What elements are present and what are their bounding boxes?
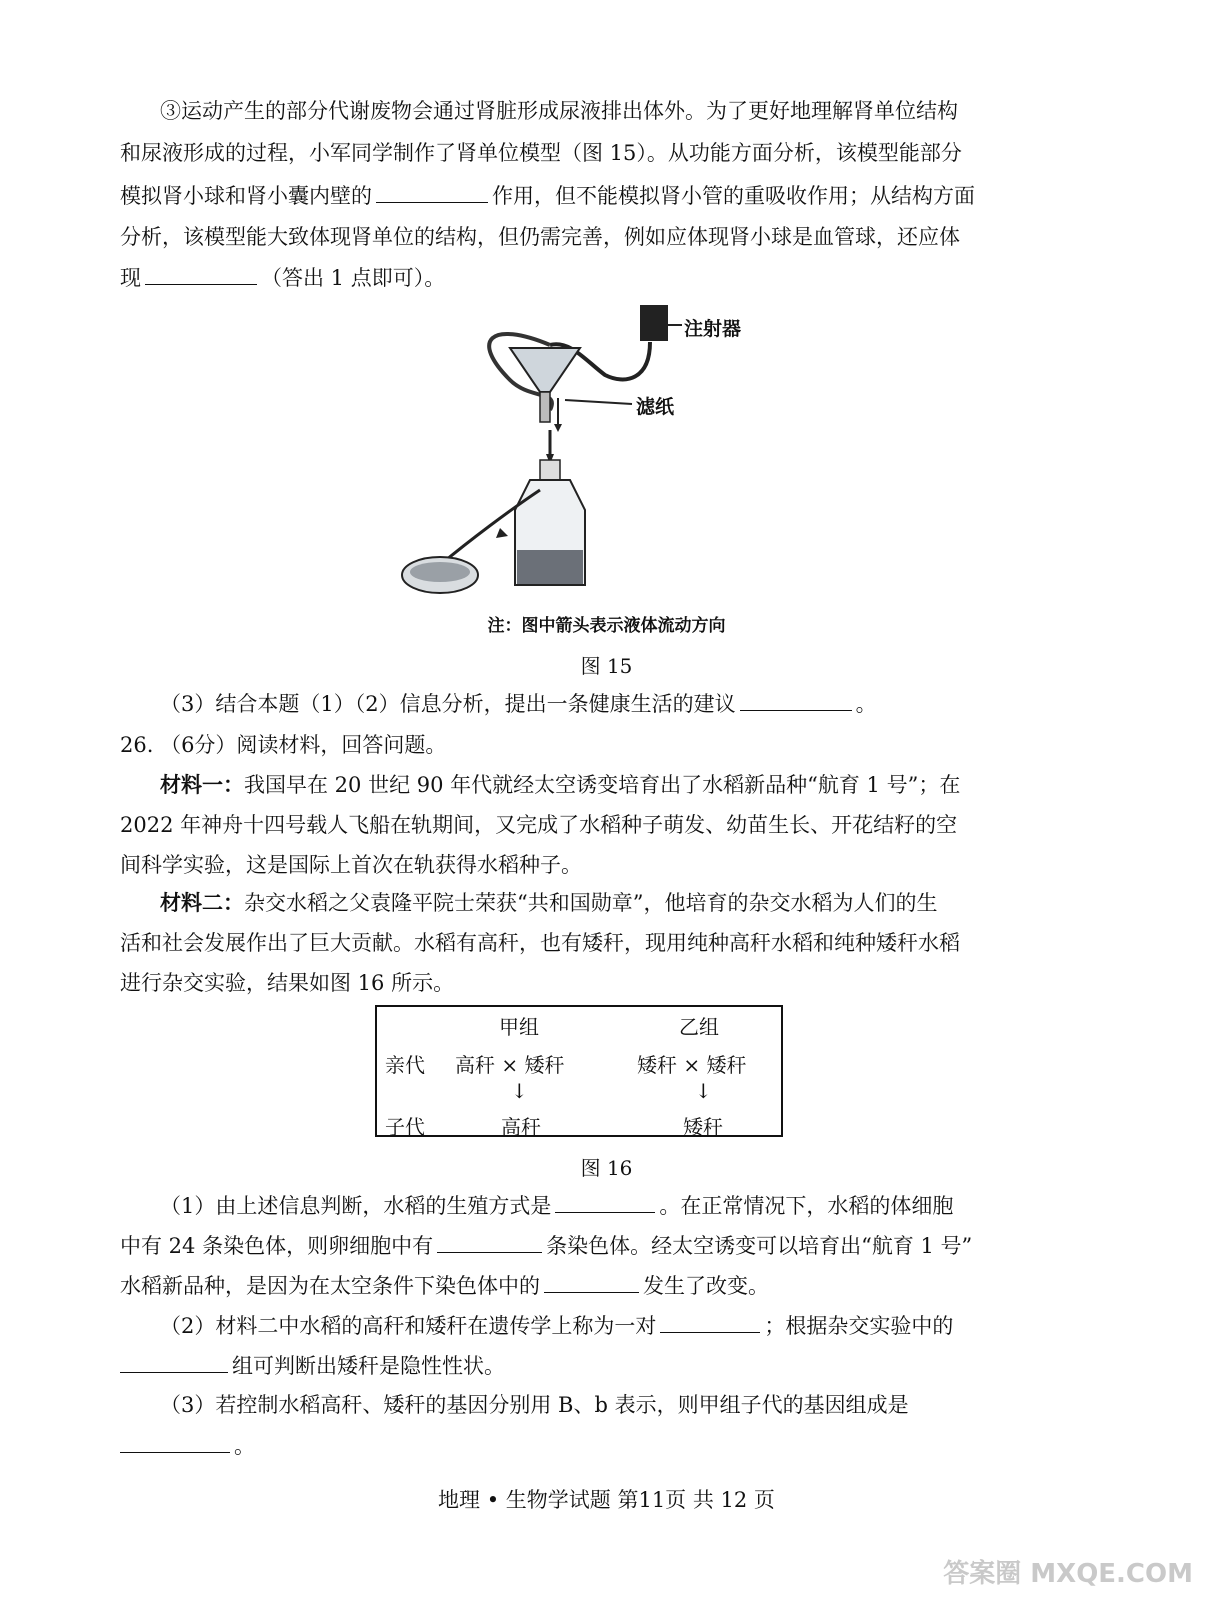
q26-header: 26. （6分）阅读材料，回答问题。 [120, 733, 447, 757]
page-footer: 地理 • 生物学试题 第11页 共 12 页 [438, 1488, 775, 1512]
funnel-icon [510, 348, 580, 392]
material2-text: 杂交水稻之父袁隆平院士荣获“共和国勋章”，他培育的杂交水稻为人们的生 [244, 891, 938, 915]
q25-part3 [160, 688, 1090, 719]
q26-part1-text-e: 水稻新品种，是因为在太空条件下染色体中的 [120, 1274, 540, 1298]
q25-line5 [120, 262, 1050, 293]
syringe-icon [640, 305, 668, 341]
group-b-parents: 矮秆 × 矮秆 [637, 1053, 747, 1077]
q26-part3-line1: （3）若控制水稻高秆、矮秆的基因分别用 B、b 表示，则甲组子代的基因组成是 [160, 1393, 909, 1417]
figure16-caption: 图 16 [580, 1156, 633, 1180]
group-a-offspring: 高秆 [501, 1115, 541, 1139]
answer-blank[interactable] [437, 1230, 542, 1253]
q26-part3-text-b: 。 [234, 1434, 255, 1458]
q26-part1-text-c: 中有 24 条染色体，则卵细胞中有 [120, 1234, 434, 1258]
kidney-unit-model-figure [400, 300, 800, 600]
q26-part3-line2 [120, 1430, 1050, 1461]
figure15-note: 注：图中箭头表示液体流动方向 [487, 616, 726, 636]
q25-line3-text-a: 模拟肾小球和肾小囊内壁的 [120, 184, 372, 208]
offspring-generation-label: 子代 [385, 1115, 425, 1139]
q25-line3 [120, 180, 1050, 211]
filter-pointer [565, 400, 632, 404]
q26-part1-text-b: 。在正常情况下，水稻的体细胞 [659, 1194, 954, 1218]
answer-blank[interactable] [660, 1310, 760, 1333]
parent-generation-label: 亲代 [385, 1053, 425, 1077]
q26-part1-text-a: （1）由上述信息判断，水稻的生殖方式是 [160, 1194, 552, 1218]
material1-line3: 间科学实验，这是国际上首次在轨获得水稻种子。 [120, 853, 582, 877]
q25-line5-text-a: 现 [120, 266, 141, 290]
material1-line2: 2022 年神舟十四号载人飞船在轨期间，又完成了水稻种子萌发、幼苗生长、开花结籽的空 [120, 813, 958, 837]
watermark-logo: 答案圈 MXQE.COM [943, 1559, 1193, 1589]
q26-part2-text-c: 组可判断出矮秆是隐性性状。 [232, 1354, 505, 1378]
q26-part2-text-a: （2）材料二中水稻的高秆和矮秆在遗传学上称为一对 [160, 1314, 657, 1338]
q25-line1: ③运动产生的部分代谢废物会通过肾脏形成尿液排出体外。为了更好地理解肾单位结构 [160, 99, 958, 123]
group-a-arrow-icon: ↓ [511, 1079, 528, 1103]
material1-label: 材料一： [160, 772, 244, 797]
answer-blank[interactable] [740, 688, 852, 711]
answer-blank[interactable] [120, 1350, 228, 1373]
cross-experiment-figure [375, 1005, 783, 1137]
q26-part1-line3 [120, 1270, 1050, 1301]
material1-text: 我国早在 20 世纪 90 年代就经太空诱变培育出了水稻新品种“航育 1 号”；在 [244, 773, 961, 797]
q26-part1-line2 [120, 1230, 1050, 1261]
group-b-offspring: 矮秆 [683, 1115, 723, 1139]
q25-part3-text-b: 。 [855, 692, 877, 716]
q25-part3-text-a: （3）结合本题（1）（2）信息分析，提出一条健康生活的建议 [160, 692, 736, 716]
q26-part1-text-d: 条染色体。经太空诱变可以培育出“航育 1 号” [546, 1234, 973, 1258]
group-b-arrow-icon: ↓ [695, 1079, 712, 1103]
q25-line2: 和尿液形成的过程，小军同学制作了肾单位模型（图 15）。从功能方面分析，该模型能部分 [120, 141, 962, 165]
q26-part2-line2 [120, 1350, 1050, 1381]
answer-blank[interactable] [376, 180, 488, 203]
q26-part1-text-f: 发生了改变。 [643, 1274, 769, 1298]
answer-blank[interactable] [120, 1430, 230, 1453]
filter-paper-label: 滤纸 [636, 396, 675, 418]
group-a-parents: 高秆 × 矮秆 [455, 1053, 565, 1077]
answer-blank[interactable] [145, 262, 257, 285]
q26-part1-line1 [160, 1190, 1090, 1221]
material2-label: 材料二： [160, 890, 244, 915]
syringe-label: 注射器 [684, 318, 742, 340]
q26-part2-line1 [160, 1310, 1090, 1341]
material2-line3: 进行杂交实验，结果如图 16 所示。 [120, 971, 455, 995]
material2-line1 [160, 888, 1090, 918]
q25-line4: 分析，该模型能大致体现肾单位的结构，但仍需完善，例如应体现肾小球是血管球，还应体 [120, 225, 960, 249]
q25-line3-text-b: 作用，但不能模拟肾小管的重吸收作用；从结构方面 [492, 184, 975, 208]
answer-blank[interactable] [555, 1190, 655, 1213]
figure15-caption: 图 15 [580, 654, 633, 678]
answer-blank[interactable] [544, 1270, 639, 1293]
group-b-heading: 乙组 [679, 1015, 719, 1039]
material1-line1 [160, 770, 1090, 800]
q26-part2-text-b: ；根据杂交实验中的 [764, 1314, 954, 1338]
group-a-heading: 甲组 [499, 1015, 539, 1039]
q25-line5-text-b: （答出 1 点即可）。 [261, 266, 446, 290]
material2-line2: 活和社会发展作出了巨大贡献。水稻有高秆，也有矮秆，现用纯种高秆水稻和纯种矮秆水稻 [120, 931, 960, 955]
